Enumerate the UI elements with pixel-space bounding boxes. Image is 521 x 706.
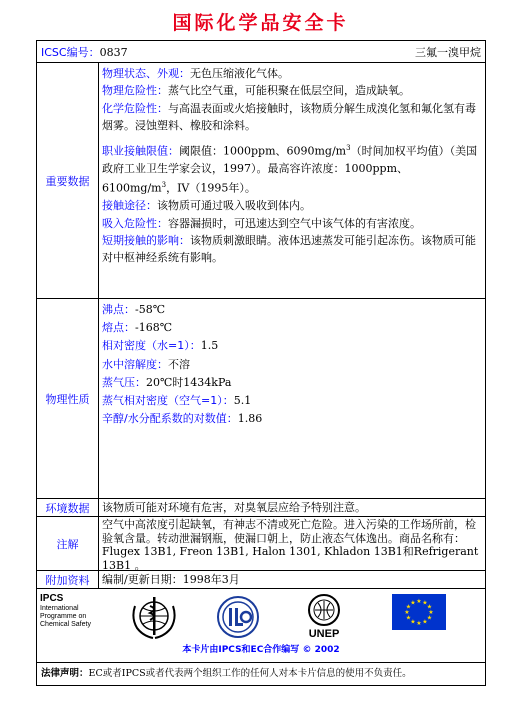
ipcs-logo-text [40,593,91,629]
prop-key: 蒸气压： [102,375,146,389]
ipcs-line: Programme on [40,613,87,620]
section-appendix [37,571,485,589]
ipcs-line: International [40,605,79,612]
unep-emblem-icon [301,593,347,629]
card-id-value: 0837 [99,45,128,59]
legal-label: 法律声明： [41,668,89,679]
section-body-appendix: 编制/更新日期：1998年3月 [102,573,240,586]
logo-row [37,589,485,663]
item-exposure-limits [102,140,482,198]
svg-text:★: ★ [416,620,422,627]
card-id-label: ICSC编号： [41,45,100,59]
item-appearance [102,65,482,82]
prop-log-kow [102,410,482,428]
item-value: 该物质可通过吸入吸收到体内。 [157,199,311,213]
section-body-environment: 该物质可能对环境有危害，对臭氧层应给予特别注意。 [102,501,366,514]
item-value: 容器漏损时，可迅速达到空气中该气体的有害浓度。 [168,216,421,230]
superscript: 3 [346,143,351,152]
credit-line: 本卡片由IPCS和EC合作编写 © 2002 [182,645,340,655]
svg-text:★: ★ [405,614,412,622]
section-environment [37,499,485,517]
prop-key: 相对密度（水=1）： [102,339,201,353]
section-notes [37,517,485,571]
svg-text:★: ★ [404,609,410,616]
section-label-physical: 物理性质 [37,299,99,498]
section-label-important: 重要数据 [37,63,99,298]
item-key: 吸入危险性： [102,216,168,230]
superscript: 3 [161,181,167,190]
page-title: 国际化学品安全卡 [172,12,349,34]
prop-relative-density [102,337,482,355]
svg-text:★: ★ [410,618,416,626]
prop-value: 1.86 [237,412,263,426]
prop-value: -58℃ [135,303,166,316]
prop-value: 5.1 [233,394,252,408]
prop-vapour-pressure [102,374,482,392]
chemical-name: 三氟一溴甲烷 [415,45,481,59]
item-value: 蒸气比空气重，可能积聚在低层空间，造成缺氧。 [168,84,410,98]
prop-value: 1.5 [200,339,219,353]
svg-text:★: ★ [428,609,434,616]
item-value: ，IV（1995年）。 [166,181,256,195]
prop-value: 20℃时1434kPa [146,375,232,389]
legal-disclaimer [37,663,485,685]
svg-text:★: ★ [410,599,416,607]
item-value: 该物质刺激眼睛。液体迅速蒸发可能引起冻伤。该物质可能对中枢神经系统有影响。 [102,233,476,265]
section-physical-properties [37,299,485,499]
svg-text:★: ★ [416,598,422,605]
item-key: 物理状态、外观： [102,67,190,80]
section-body-physical [99,299,485,498]
svg-text:★: ★ [422,599,428,607]
item-key: 短期接触的影响： [102,233,190,247]
unep-text: UNEP [308,628,340,640]
section-body-important [99,63,485,298]
eu-flag-icon [392,594,446,630]
item-value: 与高温表面或火焰接触时，该物质分解生成溴化氢和氟化氢有毒烟雾。浸蚀塑料、橡胶和涂料。 [102,101,476,133]
section-important-data [37,63,485,299]
ipcs-line: Chemical Safety [40,621,91,628]
item-inhalation-risk [102,215,482,232]
svg-text:★: ★ [426,614,433,622]
who-emblem-icon [129,594,179,640]
prop-key: 熔点： [102,321,135,335]
svg-text:★: ★ [422,618,428,626]
prop-value: 不溶 [168,357,190,371]
item-key: 化学危险性： [102,101,168,115]
item-value: （时间加权平均值）（美国政府工业卫生学家会议，1997）。最高容许浓度：1000ppm、6100mg/m [102,144,478,195]
item-key: 接触途径： [102,199,157,213]
prop-melting-point [102,319,482,337]
item-value: 无色压缩液化气体。 [190,67,289,80]
section-label-appendix: 附加资料 [37,571,99,588]
safety-card [36,40,486,686]
prop-water-solubility [102,356,482,374]
prop-key: 沸点： [102,303,135,316]
section-body-notes: 空气中高浓度引起缺氧，有神志不清或死亡危险。进入污染的工作场所前，检验氧含量。转动泄漏钢瓶，使漏口朝上，防止液态气体逸出。商品名称有：Flugex 13B1, Freon 13B1, Halon 1301, Khladon 13B1和Refrigerant 13B1 。 [102,518,479,572]
item-key: 职业接触限值： [102,144,179,158]
card-id [41,44,128,60]
item-physical-hazard [102,82,482,99]
prop-value: -168℃ [135,321,173,335]
prop-key: 蒸气相对密度（空气=1）： [102,394,234,408]
item-chemical-hazard [102,100,482,135]
section-label-notes: 注解 [37,517,99,570]
prop-boiling-point [102,301,482,319]
legal-text: EC或者IPCS或者代表两个组织工作的任何人对本卡片信息的使用不负责任。 [88,668,412,679]
ipcs-title: IPCS [40,593,64,604]
prop-key: 水中溶解度： [102,357,168,371]
item-value: 阈限值：1000ppm、6090mg/m [179,144,347,158]
card-id-row [37,41,485,63]
section-label-environment: 环境数据 [37,499,99,516]
svg-text:★: ★ [405,603,412,611]
svg-text:★: ★ [426,603,433,611]
prop-vapour-density [102,392,482,410]
item-short-term-effects [102,232,482,267]
prop-key: 辛醇/水分配系数的对数值： [102,412,238,426]
item-key: 物理危险性： [102,84,168,98]
item-exposure-route [102,197,482,214]
ilo-emblem-icon [214,594,262,640]
